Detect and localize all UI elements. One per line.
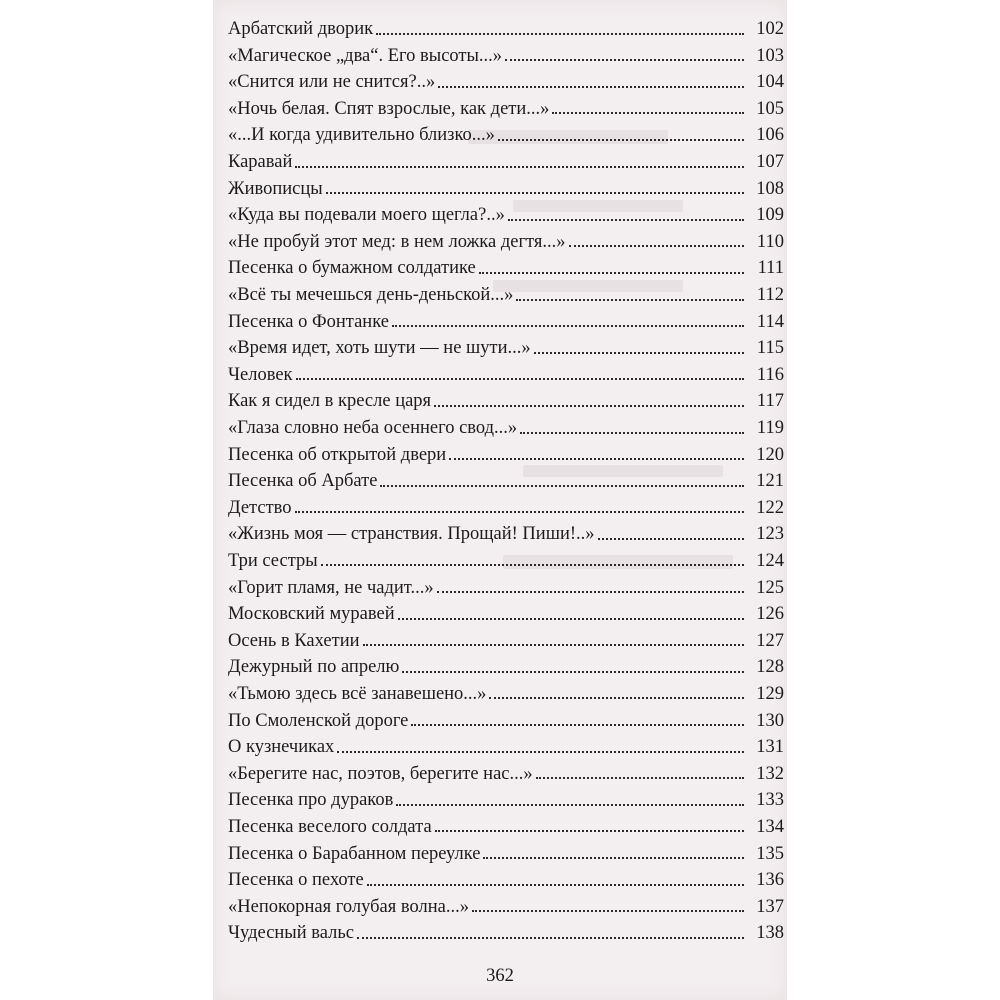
dot-leader: [489, 697, 744, 699]
toc-entry: [228, 624, 784, 651]
toc-entry: [228, 757, 784, 784]
toc-entry-title: Московский муравей: [228, 604, 395, 625]
toc-entry-title: Арбатский дворик: [228, 19, 374, 40]
page-number: 362: [486, 966, 514, 986]
toc-entry-page-number: 119: [756, 418, 784, 438]
toc-entry-page-number: 134: [756, 816, 784, 837]
toc-entry: [228, 517, 784, 544]
dot-leader: [438, 86, 744, 88]
toc-entry: [228, 411, 784, 438]
toc-entry-page-number: 102: [756, 19, 784, 40]
toc-entry: [228, 118, 784, 145]
dot-leader: [479, 272, 744, 274]
toc-entry-title: Песенка о пехоте: [228, 870, 364, 891]
toc-entry: [228, 730, 784, 757]
toc-entry-title: Песенка об Арбате: [228, 471, 378, 492]
dot-leader: [296, 378, 744, 380]
toc-entry-page-number: 126: [756, 604, 784, 625]
toc-entry: [228, 810, 784, 837]
toc-entry: [228, 251, 784, 278]
toc-entry: [228, 677, 784, 704]
toc-entry-page-number: 123: [756, 524, 784, 545]
book-page: [213, 0, 787, 1000]
toc-entry: [228, 225, 784, 252]
dot-leader: [505, 59, 744, 61]
toc-entry-title: Песенка веселого солдата: [228, 816, 432, 837]
toc-entry-page-number: 115: [756, 338, 784, 359]
toc-entry: [228, 464, 784, 491]
toc-entry-title: Песенка об открытой двери: [228, 444, 447, 465]
toc-entry-page-number: 109: [756, 205, 784, 226]
toc-entry-page-number: 138: [756, 923, 784, 944]
toc-entry: [228, 278, 784, 305]
toc-entry: [228, 916, 784, 943]
dot-leader: [411, 724, 744, 726]
dot-leader: [398, 618, 744, 620]
toc-entry: [228, 597, 784, 624]
toc-entry-title: «Куда вы подевали моего щегла?..»: [228, 205, 505, 226]
dot-leader: [295, 511, 744, 513]
toc-entry-title: «...И когда удивительно близко...»: [228, 125, 495, 146]
toc-entry-page-number: 127: [756, 630, 784, 651]
toc-entry-title: Песенка о бумажном солдатике: [228, 258, 476, 279]
toc-entry-title: Как я сидел в кресле царя: [228, 391, 432, 412]
dot-leader: [337, 751, 744, 753]
toc-entry-title: «Горит пламя, не чадит...»: [228, 577, 434, 598]
toc-entry: [228, 650, 784, 677]
toc-entry: [228, 92, 784, 119]
toc-entry: [228, 570, 784, 597]
toc-entry-page-number: 124: [756, 550, 784, 571]
toc-entry: [228, 331, 784, 358]
toc-entry-page-number: 117: [756, 391, 784, 412]
toc-entry: [228, 836, 784, 863]
toc-entry-title: По Смоленской дороге: [228, 710, 409, 731]
toc-entry-title: Осень в Кахетии: [228, 630, 360, 651]
toc-entry: [228, 703, 784, 730]
dot-leader: [598, 538, 744, 540]
toc-entry-page-number: 136: [756, 870, 784, 891]
toc-entry-page-number: 128: [756, 657, 784, 678]
toc-entry-title: «Тьмою здесь всё занавешено...»: [228, 683, 487, 704]
toc-entry-title: Чудесный вальс: [228, 923, 355, 944]
toc-entry: [228, 438, 784, 465]
toc-entry-page-number: 110: [756, 231, 784, 252]
dot-leader: [569, 245, 744, 247]
toc-entry-title: «Не пробуй этот мед: в нем ложка дегтя...»: [228, 231, 566, 252]
toc-entry-title: «Жизнь моя — странствия. Прощай! Пиши!..»: [228, 524, 595, 545]
dot-leader: [472, 910, 744, 912]
toc-entry-page-number: 131: [756, 737, 784, 758]
toc-entry-title: Песенка про дураков: [228, 790, 394, 811]
toc-entry-page-number: 122: [756, 497, 784, 518]
dot-leader: [552, 112, 744, 114]
dot-leader: [435, 830, 744, 832]
dot-leader: [536, 777, 744, 779]
toc-entry-title: О кузнечиках: [228, 737, 335, 758]
toc-entry-page-number: 104: [756, 72, 784, 93]
dot-leader: [367, 884, 744, 886]
toc-entry-page-number: 103: [756, 45, 784, 66]
toc-entry: [228, 145, 784, 172]
dot-leader: [396, 804, 744, 806]
dot-leader: [392, 325, 744, 327]
toc-entry-page-number: 111: [757, 258, 784, 279]
toc-entry-page-number: 108: [756, 178, 784, 199]
toc-entry-title: «Непокорная голубая волна...»: [228, 896, 469, 917]
table-of-contents: [228, 12, 784, 943]
dot-leader: [520, 432, 744, 434]
toc-entry-title: Три сестры: [228, 550, 318, 571]
dot-leader: [437, 591, 744, 593]
toc-entry: [228, 491, 784, 518]
toc-entry-title: «Глаза словно неба осеннего свод...»: [228, 418, 518, 438]
dot-leader: [402, 671, 744, 673]
toc-entry-page-number: 137: [756, 896, 784, 917]
toc-entry-title: «Снится или не снится?..»: [228, 72, 436, 93]
toc-entry-title: Песенка о Фонтанке: [228, 311, 389, 332]
toc-entry-title: «Время идет, хоть шути — не шути...»: [228, 338, 531, 359]
dot-leader: [449, 458, 744, 460]
toc-entry-page-number: 133: [756, 790, 784, 811]
dot-leader: [295, 166, 744, 168]
toc-entry: [228, 12, 784, 39]
toc-entry-page-number: 107: [756, 152, 784, 173]
toc-entry: [228, 890, 784, 917]
dot-leader: [516, 299, 744, 301]
toc-entry-page-number: 125: [756, 577, 784, 598]
dot-leader: [326, 192, 744, 194]
dot-leader: [483, 857, 744, 859]
toc-entry: [228, 172, 784, 199]
toc-entry-page-number: 112: [756, 285, 784, 306]
dot-leader: [376, 33, 744, 35]
dot-leader: [380, 485, 744, 487]
toc-entry-title: Дежурный по апрелю: [228, 657, 400, 678]
toc-entry-page-number: 130: [756, 710, 784, 731]
dot-leader: [534, 352, 744, 354]
toc-entry-page-number: 116: [756, 364, 784, 385]
toc-entry-title: «Магическое „два“. Его высоты...»: [228, 45, 503, 66]
toc-entry-title: «Берегите нас, поэтов, берегите нас...»: [228, 763, 533, 784]
toc-entry-page-number: 106: [756, 125, 784, 146]
toc-entry: [228, 783, 784, 810]
toc-entry-page-number: 129: [756, 683, 784, 704]
toc-entry: [228, 305, 784, 332]
toc-entry-title: Человек: [228, 364, 293, 385]
toc-entry-page-number: 120: [756, 444, 784, 465]
toc-entry-page-number: 121: [756, 471, 784, 492]
toc-entry-title: Детство: [228, 497, 292, 518]
toc-entry: [228, 863, 784, 890]
toc-entry-page-number: 114: [756, 311, 784, 332]
toc-entry-page-number: 105: [756, 98, 784, 119]
toc-entry-page-number: 132: [756, 763, 784, 784]
toc-entry: [228, 198, 784, 225]
dot-leader: [508, 219, 744, 221]
toc-entry-title: Песенка о Барабанном переулке: [228, 843, 481, 864]
toc-entry-title: «Ночь белая. Спят взрослые, как дети...»: [228, 98, 550, 119]
dot-leader: [434, 405, 744, 407]
dot-leader: [498, 139, 744, 141]
toc-entry: [228, 384, 784, 411]
toc-entry: [228, 544, 784, 571]
toc-entry: [228, 39, 784, 66]
toc-entry: [228, 65, 784, 92]
dot-leader: [321, 564, 744, 566]
dot-leader: [363, 644, 744, 646]
dot-leader: [357, 937, 744, 939]
toc-entry-title: «Всё ты мечешься день-деньской...»: [228, 285, 514, 306]
toc-entry-title: Каравай: [228, 152, 293, 173]
toc-entry-page-number: 135: [756, 843, 784, 864]
toc-entry-title: Живописцы: [228, 178, 323, 199]
toc-entry: [228, 358, 784, 385]
